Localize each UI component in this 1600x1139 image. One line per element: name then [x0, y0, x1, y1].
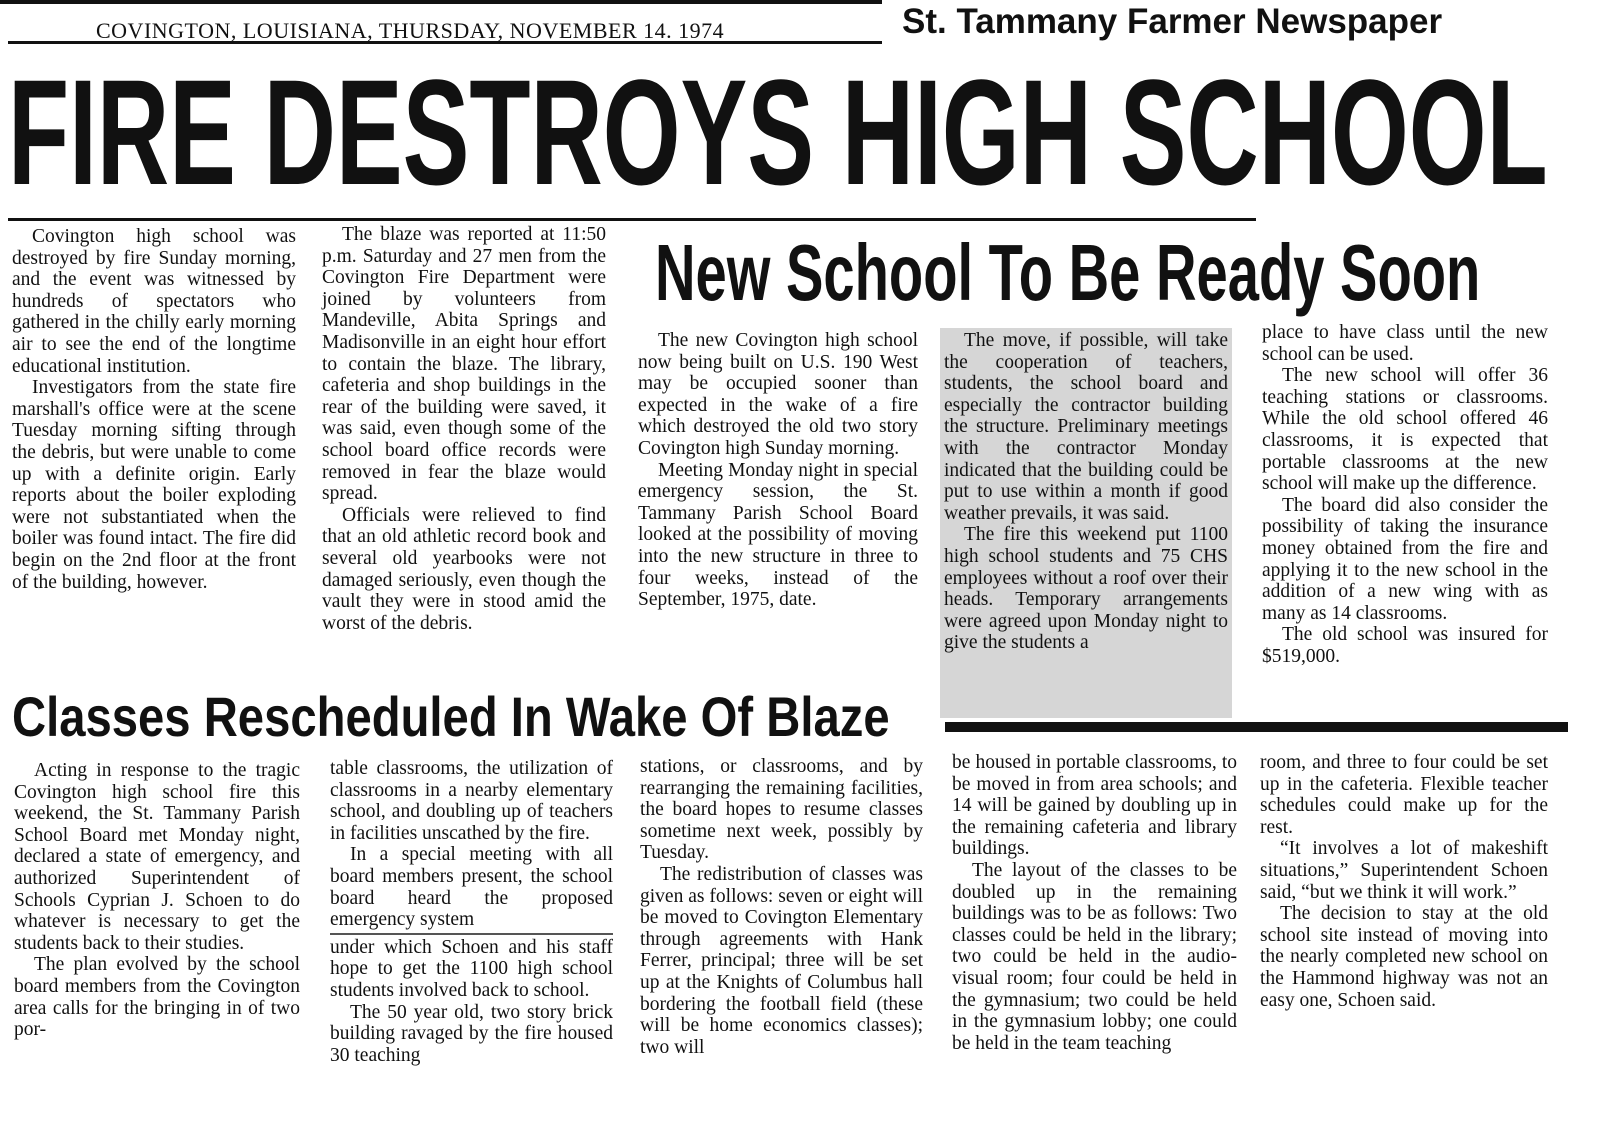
story1-column-2	[322, 224, 606, 634]
paragraph: The new Covington high school now being built on U.S. 190 West may be occupied sooner than expected in the wake of a fire which destroyed the old two story Covington high Sunday morning.	[638, 330, 918, 459]
paragraph: The blaze was reported at 11:50 p.m. Saturday and 27 men from the Covington Fire Department were joined by volunteers from Mandeville, Abita Springs and Madisonville in an eight hour effort to contain the blaze. The library, cafeteria and shop buildings in the rear of the building were saved, it was said, even though some of the school board office records were removed in fear the blaze would spread.	[322, 224, 606, 505]
paragraph: The decision to stay at the old school site instead of moving into the nearly completed new school on the Hammond highway was not an easy one, Schoen said.	[1260, 903, 1548, 1011]
story3-column-5	[1260, 752, 1548, 1011]
paragraph: In a special meeting with all board members present, the school board heard the proposed emergency system	[330, 844, 613, 931]
dateline: COVINGTON, LOUISIANA, THURSDAY, NOVEMBER 14. 1974	[8, 6, 882, 44]
paragraph: The fire this weekend put 1100 high school students and 75 CHS employees without a roof over their heads. Temporary arrangements were agreed upon Monday night to give the students a	[944, 524, 1228, 654]
paragraph: The board did also consider the possibility of taking the insurance money obtained from the fire and applying it to the new school in the addition of a new wing with as many as 14 classrooms.	[1262, 494, 1548, 624]
paragraph: Officials were relieved to find that an old athletic record book and several old yearbooks were not damaged seriously, even though the vault they were in stood amid the worst of the debris.	[322, 504, 606, 634]
paragraph: be housed in portable classrooms, to be moved in from area schools; and 14 will be gained by doubling up in the remaining cafeteria and library buildings.	[952, 752, 1237, 860]
paragraph: The plan evolved by the school board members from the Covington area calls for the bringing in of two por-	[14, 954, 300, 1041]
story2-column-2	[940, 328, 1232, 718]
jump-rule	[330, 933, 613, 935]
main-headline: FIRE DESTROYS HIGH SCHOOL	[8, 48, 1548, 216]
paragraph: The layout of the classes to be doubled up in the remaining buildings was to be as follows: Two classes could be held in the library; two could be held in the audio-visual room; four could be held in the gymnasium; two could be held in the gymnasium lobby; one could be held in the team teaching	[952, 859, 1237, 1054]
top-rule	[0, 0, 882, 4]
story3-column-2	[330, 758, 613, 1066]
story2-column-1	[638, 330, 918, 611]
paragraph: The redistribution of classes was given as follows: seven or eight will be moved to Covington Elementary through agreements with Hank Ferrer, principal; three will be set up at the Knights of Columbus hall bordering the football field (these will be home economics classes); two will	[640, 863, 923, 1058]
story3-column-1	[14, 760, 300, 1041]
paragraph: “It involves a lot of makeshift situations,” Superintendent Schoen said, “but we think it will work.”	[1260, 838, 1548, 903]
story3-column-3	[640, 756, 923, 1058]
story3-headline: Classes Rescheduled In Wake Of Blaze	[12, 685, 890, 748]
paragraph: place to have class until the new school can be used.	[1262, 322, 1548, 365]
headline-rule	[8, 218, 1256, 221]
paragraph: room, and three to four could be set up in the cafeteria. Flexible teacher schedules could make up for the rest.	[1260, 752, 1548, 838]
paragraph: stations, or classrooms, and by rearranging the remaining facilities, the board hopes to resume classes sometime next week, possibly by Tuesday.	[640, 756, 923, 864]
story3-column-4	[952, 752, 1237, 1054]
story1-column-1	[12, 226, 296, 593]
paragraph: Meeting Monday night in special emergency session, the St. Tammany Parish School Board looked at the possibility of moving into the new structure in three to four weeks, instead of the September, 1975, date.	[638, 459, 918, 611]
paragraph: Covington high school was destroyed by fire Sunday morning, and the event was witnessed by hundreds of spectators who gathered in the chilly early morning air to see the end of the longtime educational institution.	[12, 226, 296, 377]
story2-column-3	[1262, 322, 1548, 668]
masthead: St. Tammany Farmer Newspaper	[902, 2, 1443, 41]
paragraph: The 50 year old, two story brick building ravaged by the fire housed 30 teaching	[330, 1001, 613, 1066]
paragraph: table classrooms, the utilization of classrooms in a nearby elementary school, and doubling up of teachers in facilities unscathed by the fire.	[330, 758, 613, 844]
paragraph: The old school was insured for $519,000.	[1262, 624, 1548, 667]
paragraph: Acting in response to the tragic Covington high school fire this weekend, the St. Tammany Parish School Board met Monday night, declared a state of emergency, and authorized Superintendent of Schools Cyprian J. Schoen to do whatever is necessary to get the students back to their studies.	[14, 760, 300, 954]
paragraph: under which Schoen and his staff hope to get the 1100 high school students involved back to school.	[330, 936, 613, 1001]
paragraph: The new school will offer 36 teaching stations or classrooms. While the old school offered 46 classrooms, it is expected that portable classrooms at the new school will make up the difference.	[1262, 365, 1548, 495]
paragraph: Investigators from the state fire marshall's office were at the scene Tuesday morning sifting through the debris, but were unable to come up with a definite origin. Early reports about the boiler exploding were not substantiated when the boiler was found intact. The fire did begin on the 2nd floor at the front of the building, however.	[12, 377, 296, 593]
section-bar	[945, 722, 1568, 732]
paragraph: The move, if possible, will take the cooperation of teachers, students, the school board and especially the contractor building the structure. Preliminary meetings with the contractor Monday indicated that the building could be put to use within a month if good weather prevails, it was said.	[944, 330, 1228, 524]
story2-headline: New School To Be Ready Soon	[655, 228, 1481, 317]
